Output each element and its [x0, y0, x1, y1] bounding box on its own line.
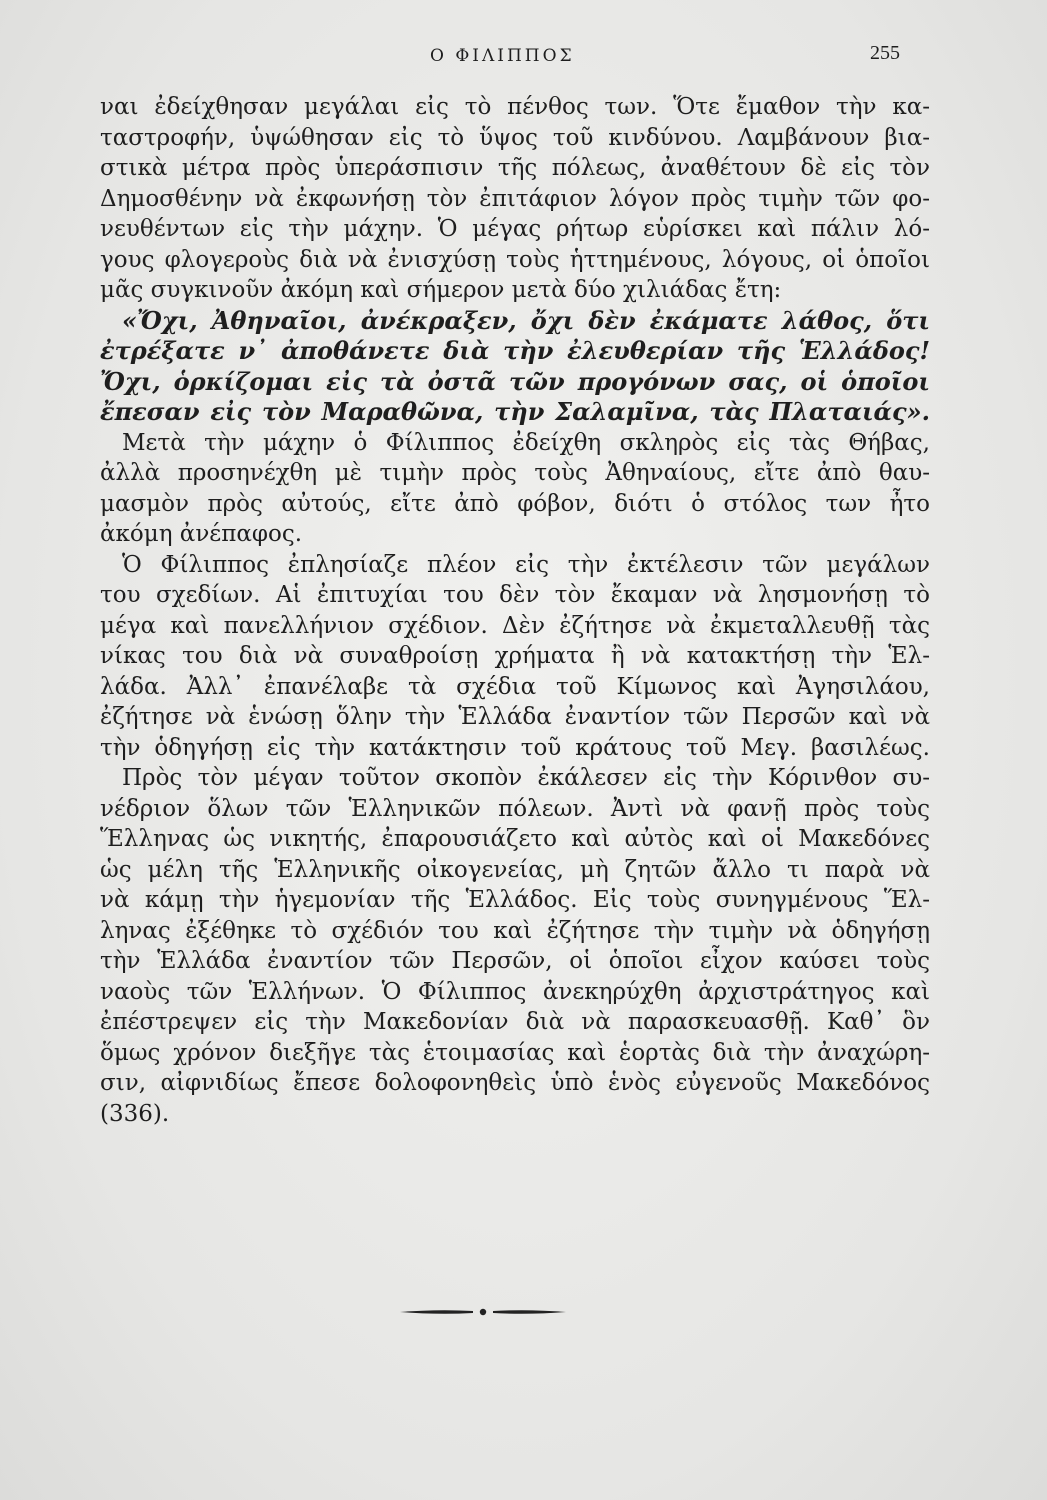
- text-line: ταστροφήν, ὑψώθησαν εἰς τὸ ὕψος τοῦ κινδύνου. Λαμβάνουν βια-: [100, 124, 930, 151]
- page-header: [0, 40, 1047, 80]
- quote-line: ἐτρέξατε ν᾽ ἀποθάνετε διὰ τὴν ἐλευθερίαν τῆς Ἑλλάδος!: [100, 336, 930, 365]
- text-line: μασμὸν πρὸς αὐτούς, εἴτε ἀπὸ φόβον, διότι ὁ στόλος των ἦτο: [100, 490, 930, 517]
- text-line: Πρὸς τὸν μέγαν τοῦτον σκοπὸν ἐκάλεσεν εἰς τὴν Κόρινθον συ-: [122, 765, 930, 791]
- text-line: ληνας ἐξέθηκε τὸ σχέδιόν του καὶ ἐζήτησε τὴν τιμὴν νὰ ὁδηγήσῃ: [100, 917, 930, 944]
- text-line: νίκας του διὰ νὰ συναθροίσῃ χρήματα ἢ νὰ κατακτήσῃ τὴν Ἑλ-: [100, 643, 930, 669]
- text-line: ἐζήτησε νὰ ἑνώσῃ ὅλην τὴν Ἑλλάδα ἐναντίον τῶν Περσῶν καὶ νὰ: [100, 704, 930, 730]
- text-line: του σχεδίων. Αἱ ἐπιτυχίαι του δὲν τὸν ἔκαμαν νὰ λησμονήσῃ τὸ: [100, 582, 930, 608]
- text-line: νευθέντων εἰς τὴν μάχην. Ὁ μέγας ρήτωρ εὑρίσκει καὶ πάλιν λό-: [100, 216, 930, 242]
- text-line: μᾶς συγκινοῦν ἀκόμη καὶ σήμερον μετὰ δύο χιλιάδας ἔτη:: [100, 277, 782, 303]
- quote-line: «Ὄχι, Ἀθηναῖοι, ἀνέκραξεν, ὄχι δὲν ἐκάματε λάθος, ὅτι: [122, 305, 930, 335]
- quote-line: ἔπεσαν εἰς τὸν Μαραθῶνα, τὴν Σαλαμῖνα, τὰς Πλαταιάς».: [100, 397, 930, 426]
- text-line: ναι ἐδείχθησαν μεγάλαι εἰς τὸ πένθος των. Ὅτε ἔμαθον τὴν κα-: [100, 94, 930, 120]
- text-line: τὴν ὁδηγήσῃ εἰς τὴν κατάκτησιν τοῦ κράτους τοῦ Μεγ. βασιλέως.: [100, 734, 930, 761]
- running-title: Ο ΦΙΛΙΠΠΟΣ: [430, 46, 575, 66]
- text-line: (336).: [100, 1100, 170, 1127]
- text-line: τὴν Ἑλλάδα ἐναντίον τῶν Περσῶν, οἱ ὁποῖοι εἶχον καύσει τοὺς: [100, 948, 930, 974]
- text-line: ναοὺς τῶν Ἑλλήνων. Ὁ Φίλιππος ἀνεκηρύχθη ἀρχιστράτηγος καὶ: [100, 978, 930, 1005]
- quote-line: Ὄχι, ὁρκίζομαι εἰς τὰ ὀστᾶ τῶν προγόνων σας, οἱ ὁποῖοι: [100, 366, 930, 396]
- body-text: [100, 92, 930, 1129]
- text-line: ὅμως χρόνον διεξῆγε τὰς ἑτοιμασίας καὶ ἑορτὰς διὰ τὴν ἀναχώρη-: [100, 1039, 930, 1066]
- text-line: Δημοσθένην νὰ ἐκφωνήσῃ τὸν ἐπιτάφιον λόγον πρὸς τιμὴν τῶν φο-: [100, 185, 930, 212]
- text-line: στικὰ μέτρα πρὸς ὑπεράσπισιν τῆς πόλεως, ἀναθέτουν δὲ εἰς τὸν: [100, 155, 930, 181]
- text-line: Μετὰ τὴν μάχην ὁ Φίλιππος ἐδείχθη σκληρὸς εἰς τὰς Θήβας,: [122, 429, 930, 456]
- text-line: γους φλογεροὺς διὰ νὰ ἐνισχύσῃ τοὺς ἡττημένους, λόγους, οἱ ὁποῖοι: [100, 246, 930, 273]
- text-line: σιν, αἰφνιδίως ἔπεσε δολοφονηθεὶς ὑπὸ ἑνὸς εὐγενοῦς Μακεδόνος: [100, 1070, 930, 1096]
- text-line: ἀκόμη ἀνέπαφος.: [100, 521, 303, 547]
- text-line: ὡς μέλη τῆς Ἑλληνικῆς οἰκογενείας, μὴ ζητῶν ἄλλο τι παρὰ νὰ: [100, 856, 930, 883]
- text-line: μέγα καὶ πανελλήνιον σχέδιον. Δὲν ἐζήτησε νὰ ἐκμεταλλευθῇ τὰς: [100, 612, 930, 639]
- text-line: Ἕλληνας ὡς νικητής, ἐπαρουσιάζετο καὶ αὐτὸς καὶ οἱ Μακεδόνες: [100, 826, 930, 852]
- end-ornament: [398, 1305, 568, 1319]
- text-line: νέδριον ὅλων τῶν Ἑλληνικῶν πόλεων. Ἀντὶ νὰ φανῇ πρὸς τοὺς: [100, 795, 930, 822]
- text-line: νὰ κάμῃ τὴν ἡγεμονίαν τῆς Ἑλλάδος. Εἰς τοὺς συνηγμένους Ἕλ-: [100, 887, 930, 913]
- text-line: ἀλλὰ προσηνέχθη μὲ τιμὴν πρὸς τοὺς Ἀθηναίους, εἴτε ἀπὸ θαυ-: [100, 460, 930, 486]
- text-line: ἐπέστρεψεν εἰς τὴν Μακεδονίαν διὰ νὰ παρασκευασθῇ. Καθ᾽ ὃν: [100, 1009, 930, 1035]
- text-line: λάδα. Ἀλλ᾽ ἐπανέλαβε τὰ σχέδια τοῦ Κίμωνος καὶ Ἀγησιλάου,: [100, 673, 930, 700]
- text-line: Ὁ Φίλιππος ἐπλησίαζε πλέον εἰς τὴν ἐκτέλεσιν τῶν μεγάλων: [122, 551, 930, 578]
- page-number: 255: [870, 42, 900, 64]
